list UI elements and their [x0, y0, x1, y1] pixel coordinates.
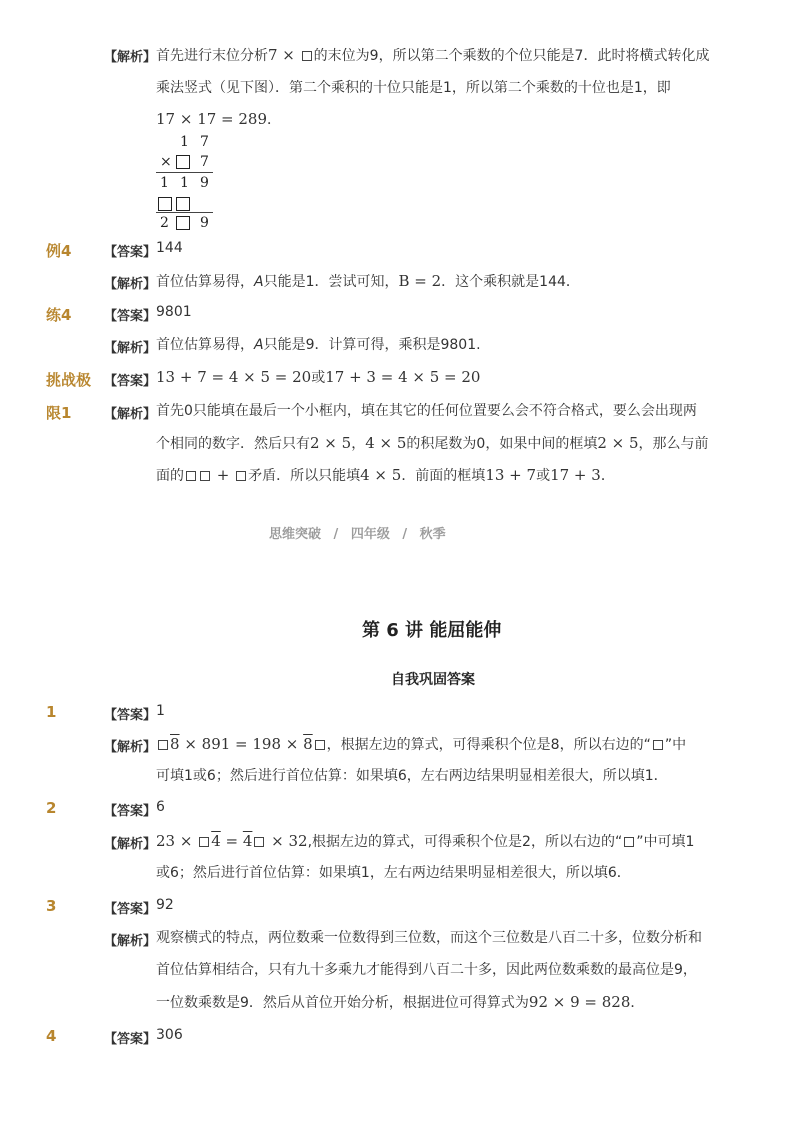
explanation-label: 【解析】: [104, 740, 157, 755]
digit: 1: [180, 175, 189, 191]
text: ，那么与前: [638, 436, 709, 452]
text: 的末位为9，所以第二个乘数的个位只能是7．此时将横式转化成: [313, 48, 710, 64]
explanation-line: 可填1或6；然后进行首位估算：如果填6，左右两边结果明显相差很大，所以填1．: [156, 768, 668, 784]
blank-box: [176, 155, 190, 173]
item-label-challenge: 挑战极: [46, 371, 92, 389]
answer-label: 【答案】: [104, 804, 157, 819]
vertical-row-1: [158, 133, 213, 153]
text: 矛盾．所以只能填: [248, 468, 361, 484]
explanation-line: 或6；然后进行首位估算：如果填1，左右两边结果明显相差很大，所以填6．: [156, 865, 631, 881]
item-label-challenge-2: 限1: [46, 404, 72, 422]
answer-label: 【答案】: [104, 708, 157, 723]
blank-box: [199, 837, 209, 847]
text: ”中: [664, 737, 687, 753]
footer-subject: 思维突破: [269, 527, 322, 542]
item-label-li4: 例4: [46, 242, 72, 260]
blank-box: [200, 471, 210, 481]
blank-box: [624, 837, 634, 847]
answer-label: 【答案】: [104, 374, 157, 389]
math: 92 × 9 = 828: [528, 993, 631, 1011]
times-sign: ×: [160, 154, 172, 170]
blank-box: [315, 740, 325, 750]
answer-label: 【答案】: [104, 902, 157, 917]
overlined-number: 8: [156, 735, 180, 753]
footer-separator: /: [333, 527, 339, 542]
explanation-label: 【解析】: [104, 341, 157, 356]
item-label-lian4: 练4: [46, 306, 72, 324]
explanation-line: [156, 728, 686, 761]
question-number-2: 2: [46, 799, 57, 817]
vertical-row-2: [158, 153, 213, 173]
section-title: 第 6 讲 能屈能伸: [362, 620, 502, 641]
answer-value: 306: [156, 1027, 183, 1043]
digit: 2: [160, 215, 169, 231]
question-number-1: 1: [46, 703, 57, 721]
answer-value: [156, 361, 480, 394]
text: ，根据左边的算式，可得乘积个位是8，所以右边的“: [326, 737, 651, 753]
explanation-line: 观察横式的特点，两位数乘一位数得到三位数，而这个三位数是八百二十多，位数分析和: [156, 930, 702, 946]
text: 首位估算易得，: [156, 274, 254, 290]
explanation-line: 乘法竖式（见下图）．第二个乘积的十位只能是1，所以第二个乘数的十位也是1，即: [156, 80, 671, 96]
text: ,根据左边的算式，可得乘积个位是2，所以右边的“: [307, 834, 623, 850]
digit: 1: [160, 175, 169, 191]
math: 4 × 5: [365, 434, 407, 452]
math: =: [220, 832, 243, 850]
footer-term: 秋季: [419, 527, 446, 542]
explanation-label: 【解析】: [104, 277, 157, 292]
blank-box: [158, 740, 168, 750]
math: 17 + 3 = 4 × 5 = 20: [325, 368, 481, 386]
text: 或: [536, 468, 551, 484]
text: ．: [600, 468, 615, 484]
divider-line: [156, 212, 213, 213]
question-number-3: 3: [46, 897, 57, 915]
explanation-line: [156, 39, 709, 72]
blank-box: [186, 471, 196, 481]
digit: 9: [200, 175, 209, 191]
text: ，: [351, 436, 366, 452]
answer-value: 9801: [156, 304, 192, 320]
answer-label: 【答案】: [104, 1032, 157, 1047]
blank-box: [254, 837, 264, 847]
text: 首位估算易得，: [156, 337, 254, 353]
text: 面的: [156, 468, 184, 484]
blank-box: [236, 471, 246, 481]
text: 或: [311, 370, 326, 386]
vertical-row-5: [158, 214, 213, 234]
overlined-number: 4: [197, 832, 221, 850]
text: 的积尾数为0，如果中间的框填: [406, 436, 598, 452]
math: × 891 = 198 ×: [179, 735, 304, 753]
section-subtitle: 自我巩固答案: [391, 672, 475, 688]
math: 2 × 5: [597, 434, 639, 452]
math: 13 + 7: [485, 466, 537, 484]
text: 只能是9．计算可得，乘积是9801.: [263, 337, 481, 353]
explanation-label: 【解析】: [104, 934, 157, 949]
explanation-line: [156, 329, 481, 361]
vertical-row-3: [158, 174, 213, 194]
math: B = 2: [398, 272, 442, 290]
math: 17 + 3: [550, 466, 601, 484]
math: 23 ×: [156, 832, 198, 850]
explanation-line: 首先0只能填在最后一个小框内，填在其它的任何位置要么会不符合格式，要么会出现两: [156, 403, 697, 419]
digit: 1: [180, 134, 189, 150]
digit: 7: [200, 154, 209, 170]
math: 17 × 17 = 289: [156, 110, 268, 128]
page-footer: [269, 523, 446, 542]
text: ．前面的框填: [401, 468, 486, 484]
text: ．这个乘积就是144．: [441, 274, 580, 290]
text: 只能是1．尝试可知，: [263, 274, 399, 290]
text: ．: [267, 112, 282, 128]
explanation-line: 面的 + 矛盾．所以只能填4 × 5．前面的框填13 + 7或17 + 3．: [156, 466, 615, 484]
explanation-line: [156, 427, 709, 460]
answer-label: 【答案】: [104, 309, 157, 324]
explanation-line: [156, 825, 694, 858]
overlined-number: 8: [303, 735, 327, 753]
text: ”中可填1: [636, 834, 695, 850]
variable: A: [254, 337, 264, 353]
math: 7 ×: [268, 46, 300, 64]
math: 2 × 5: [310, 434, 352, 452]
digit: 9: [200, 215, 209, 231]
answer-value: 6: [156, 799, 165, 815]
answer-label: 【答案】: [104, 245, 157, 260]
math: × 32: [266, 832, 308, 850]
explanation-line: [156, 103, 281, 136]
divider-line: [156, 172, 213, 173]
blank-box: [302, 51, 312, 61]
math: 4 × 5: [360, 466, 402, 484]
explanation-label: 【解析】: [104, 50, 157, 65]
explanation-label: 【解析】: [104, 407, 157, 422]
explanation-line: [156, 265, 580, 298]
answer-value: 1: [156, 703, 165, 719]
math: 13 + 7 = 4 × 5 = 20: [156, 368, 312, 386]
text: ．: [630, 995, 645, 1011]
answer-value: 92: [156, 897, 174, 913]
question-number-4: 4: [46, 1027, 57, 1045]
text: 个相同的数字．然后只有: [156, 436, 310, 452]
text: 首先进行末位分析: [156, 48, 268, 64]
digit: 7: [200, 134, 209, 150]
explanation-label: 【解析】: [104, 837, 157, 852]
variable: A: [254, 274, 264, 290]
overlined-number: 4: [243, 832, 267, 850]
footer-separator: /: [402, 527, 408, 542]
explanation-line: [156, 986, 644, 1019]
blank-box: [653, 740, 663, 750]
footer-grade: 四年级: [350, 527, 390, 542]
text: 一位数乘数是9．然后从首位开始分析，根据进位可得算式为: [156, 995, 529, 1011]
explanation-line: 首位估算相结合，只有九十多乘九才能得到八百二十多，因此两位数乘数的最高位是9，: [156, 962, 697, 978]
answer-value: 144: [156, 240, 183, 256]
